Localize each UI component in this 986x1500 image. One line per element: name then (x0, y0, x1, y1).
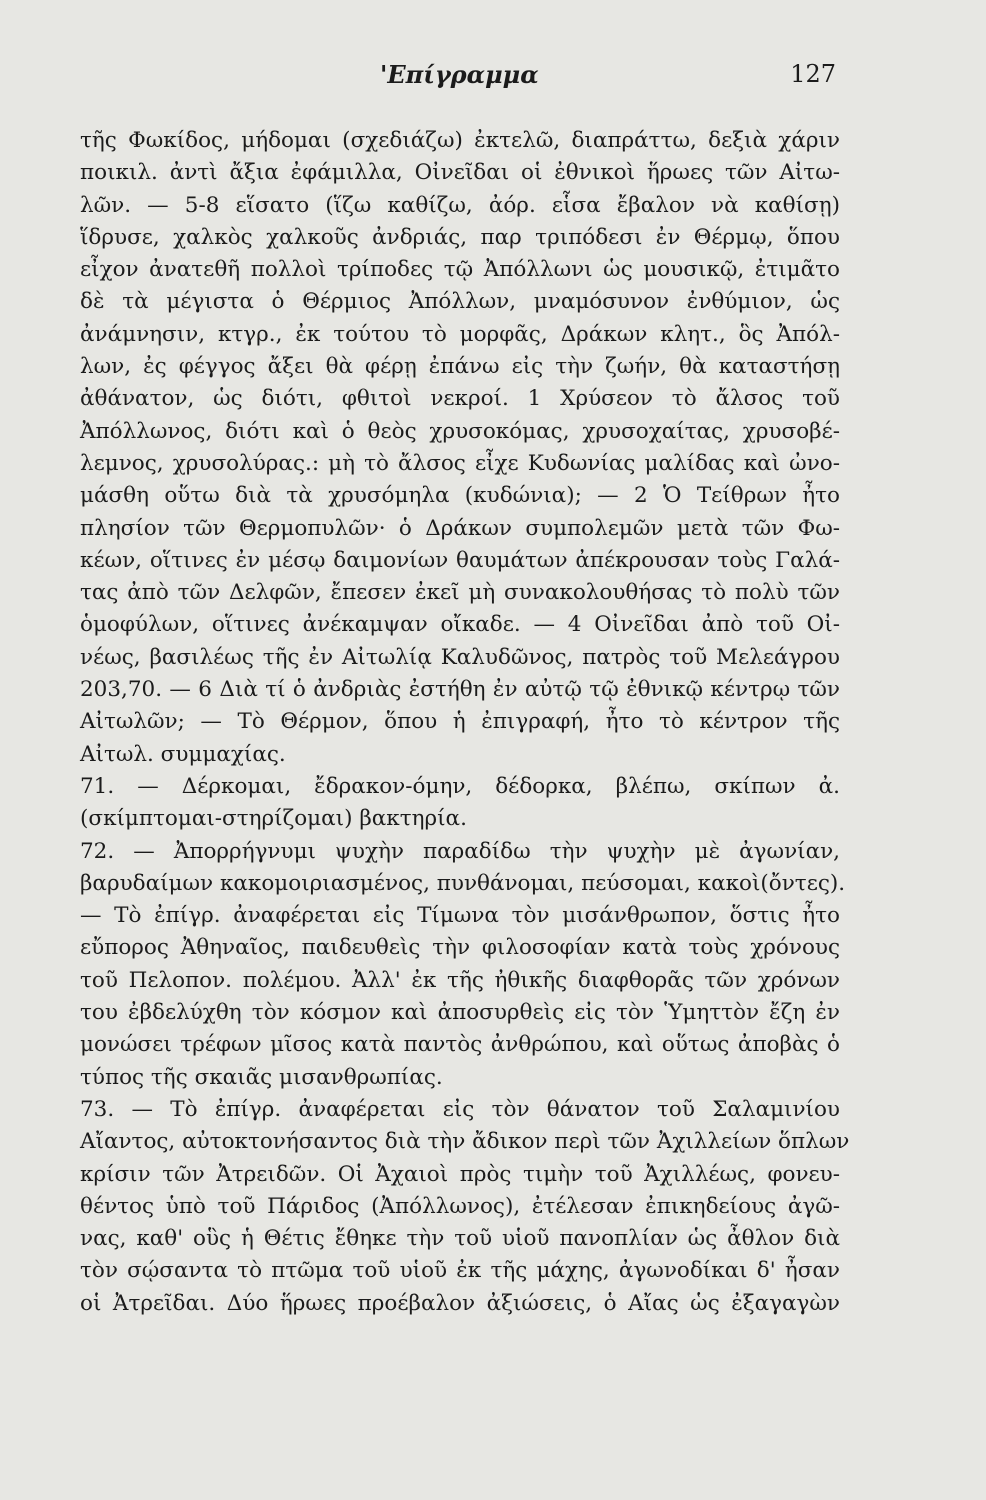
text-line: τύπος τῆς σκαιᾶς μισανθρωπίας. (80, 1064, 443, 1090)
text-line: εἶχον ἀνατεθῆ πολλοὶ τρίποδες τῷ Ἀπόλλωνι ὡς μουσικῷ, ἐτιμᾶτο (80, 257, 840, 283)
text-line: τοῦ Πελοπον. πολέμου. Ἀλλ' ἐκ τῆς ἠθικῆς διαφθορᾶς τῶν χρόνων (80, 967, 840, 993)
commentary-text (80, 125, 850, 1320)
text-line: μάσθη οὕτω διὰ τὰ χρυσόμηλα (κυδώνια); — 2 Ὁ Τείθρων ἦτο (80, 483, 840, 509)
text-line: δὲ τὰ μέγιστα ὁ Θέρμιος Ἀπόλλων, μναμόσυνον ἐνθύμιον, ὡς (80, 289, 840, 315)
entry-72-line: 72. — Ἀπορρήγνυμι ψυχὴν παραδίδω τὴν ψυχὴν μὲ ἀγωνίαν, (80, 838, 840, 864)
text-line: λεμνος, χρυσολύρας.: μὴ τὸ ἄλσος εἶχε Κυδωνίας μαλίδας καὶ ὠνο- (80, 450, 840, 476)
text-line: λῶν. — 5-8 εἵσατο (ἵζω καθίζω, ἀόρ. εἷσα ἔβαλον νὰ καθίσῃ) (80, 192, 840, 218)
text-line: Ἀπόλλωνος, διότι καὶ ὁ θεὸς χρυσοκόμας, χρυσοχαίτας, χρυσοβέ- (80, 418, 840, 444)
text-line: Αἴαντος, αὐτοκτονήσαντος διὰ τὴν ἄδικον περὶ τῶν Ἀχιλλείων ὅπλων (80, 1129, 850, 1155)
text-line: πλησίον τῶν Θερμοπυλῶν· ὁ Δράκων συμπολεμῶν μετὰ τῶν Φω- (80, 515, 840, 541)
text-line: τας ἀπὸ τῶν Δελφῶν, ἔπεσεν ἐκεῖ μὴ συνακολουθήσας τὸ πολὺ τῶν (80, 580, 840, 606)
text-line: κρίσιν τῶν Ἀτρειδῶν. Οἱ Ἀχαιοὶ πρὸς τιμὴν τοῦ Ἀχιλλέως, φονευ- (80, 1161, 840, 1187)
text-line: νας, καθ' οὓς ἡ Θέτις ἔθηκε τὴν τοῦ υἱοῦ πανοπλίαν ὡς ἆθλον διὰ (80, 1226, 840, 1252)
running-title: 'Επίγραμμα (380, 60, 539, 89)
text-line: Αἰτωλ. συμμαχίας. (80, 741, 286, 767)
text-line: εὔπορος Ἀθηναῖος, παιδευθεὶς τὴν φιλοσοφίαν κατὰ τοὺς χρόνους (80, 935, 840, 961)
text-line: μονώσει τρέφων μῖσος κατὰ παντὸς ἀνθρώπου, καὶ οὕτως ἀποβὰς ὁ (80, 1032, 840, 1058)
text-line: 203,70. — 6 Διὰ τί ὁ ἀνδριὰς ἐστήθη ἐν αὐτῷ τῷ ἐθνικῷ κέντρῳ τῶν (80, 677, 840, 703)
text-line: θέντος ὑπὸ τοῦ Πάριδος (Ἀπόλλωνος), ἐτέλεσαν ἐπικηδείους ἀγῶ- (80, 1193, 840, 1219)
text-line: ἵδρυσε, χαλκὸς χαλκοῦς ἀνδριάς, παρ τριπόδεσι ἐν Θέρμῳ, ὅπου (80, 224, 840, 250)
text-line: βαρυδαίμων κακομοιριασμένος, πυνθάνομαι, πεύσομαι, κακοὶ(ὄντες). (80, 870, 846, 896)
text-line: λων, ἐς φέγγος ἄξει θὰ φέρῃ ἐπάνω εἰς τὴν ζωήν, θὰ καταστήσῃ (80, 354, 840, 380)
text-line: ὁμοφύλων, οἵτινες ἀνέκαμψαν οἴκαδε. — 4 Οἰνεῖδαι ἀπὸ τοῦ Οἰ- (80, 612, 840, 638)
text-line: Αἰτωλῶν; — Τὸ Θέρμον, ὅπου ἡ ἐπιγραφή, ἦτο τὸ κέντρον τῆς (80, 709, 840, 735)
text-line: του ἐβδελύχθη τὸν κόσμον καὶ ἀποσυρθεὶς εἰς τὸν Ὑμηττὸν ἔζη ἐν (80, 1000, 840, 1026)
page-number: 127 (790, 60, 836, 88)
text-line: τῆς Φωκίδος, μήδομαι (σχεδιάζω) ἐκτελῶ, διαπράττω, δεξιὰ χάριν (80, 128, 840, 153)
entry-71-line: 71. — Δέρκομαι, ἔδρακον-όμην, δέδορκα, βλέπω, σκίπων ἀ. (80, 773, 840, 799)
text-line: ποικιλ. ἀντὶ ἄξια ἐφάμιλλα, Οἰνεῖδαι οἱ ἐθνικοὶ ἥρωες τῶν Αἰτω- (80, 160, 840, 186)
text-line: (σκίμπτομαι-στηρίζομαι) βακτηρία. (80, 806, 467, 832)
text-line: — Τὸ ἐπίγρ. ἀναφέρεται εἰς Τίμωνα τὸν μισάνθρωπον, ὅστις ἦτο (80, 903, 840, 929)
text-line: οἱ Ἀτρεῖδαι. Δύο ἥρωες προέβαλον ἀξιώσεις, ὁ Αἴας ὡς ἐξαγαγὼν (80, 1290, 840, 1316)
text-line: νέως, βασιλέως τῆς ἐν Αἰτωλίᾳ Καλυδῶνος, πατρὸς τοῦ Μελεάγρου (80, 644, 840, 670)
entry-73-line: 73. — Τὸ ἐπίγρ. ἀναφέρεται εἰς τὸν θάνατον τοῦ Σαλαμινίου (80, 1096, 840, 1122)
text-line: τὸν σῴσαντα τὸ πτῶμα τοῦ υἱοῦ ἐκ τῆς μάχης, ἀγωνοδίκαι δ' ἦσαν (80, 1258, 840, 1284)
text-line: ἀνάμνησιν, κτγρ., ἐκ τούτου τὸ μορφᾶς, Δράκων κλητ., ὃς Ἀπόλ- (80, 321, 840, 347)
text-line: κέων, οἵτινες ἐν μέσῳ δαιμονίων θαυμάτων ἀπέκρουσαν τοὺς Γαλά- (80, 547, 840, 573)
text-line: ἀθάνατον, ὡς διότι, φθιτοὶ νεκροί. 1 Χρύσεον τὸ ἄλσος τοῦ (80, 386, 840, 412)
